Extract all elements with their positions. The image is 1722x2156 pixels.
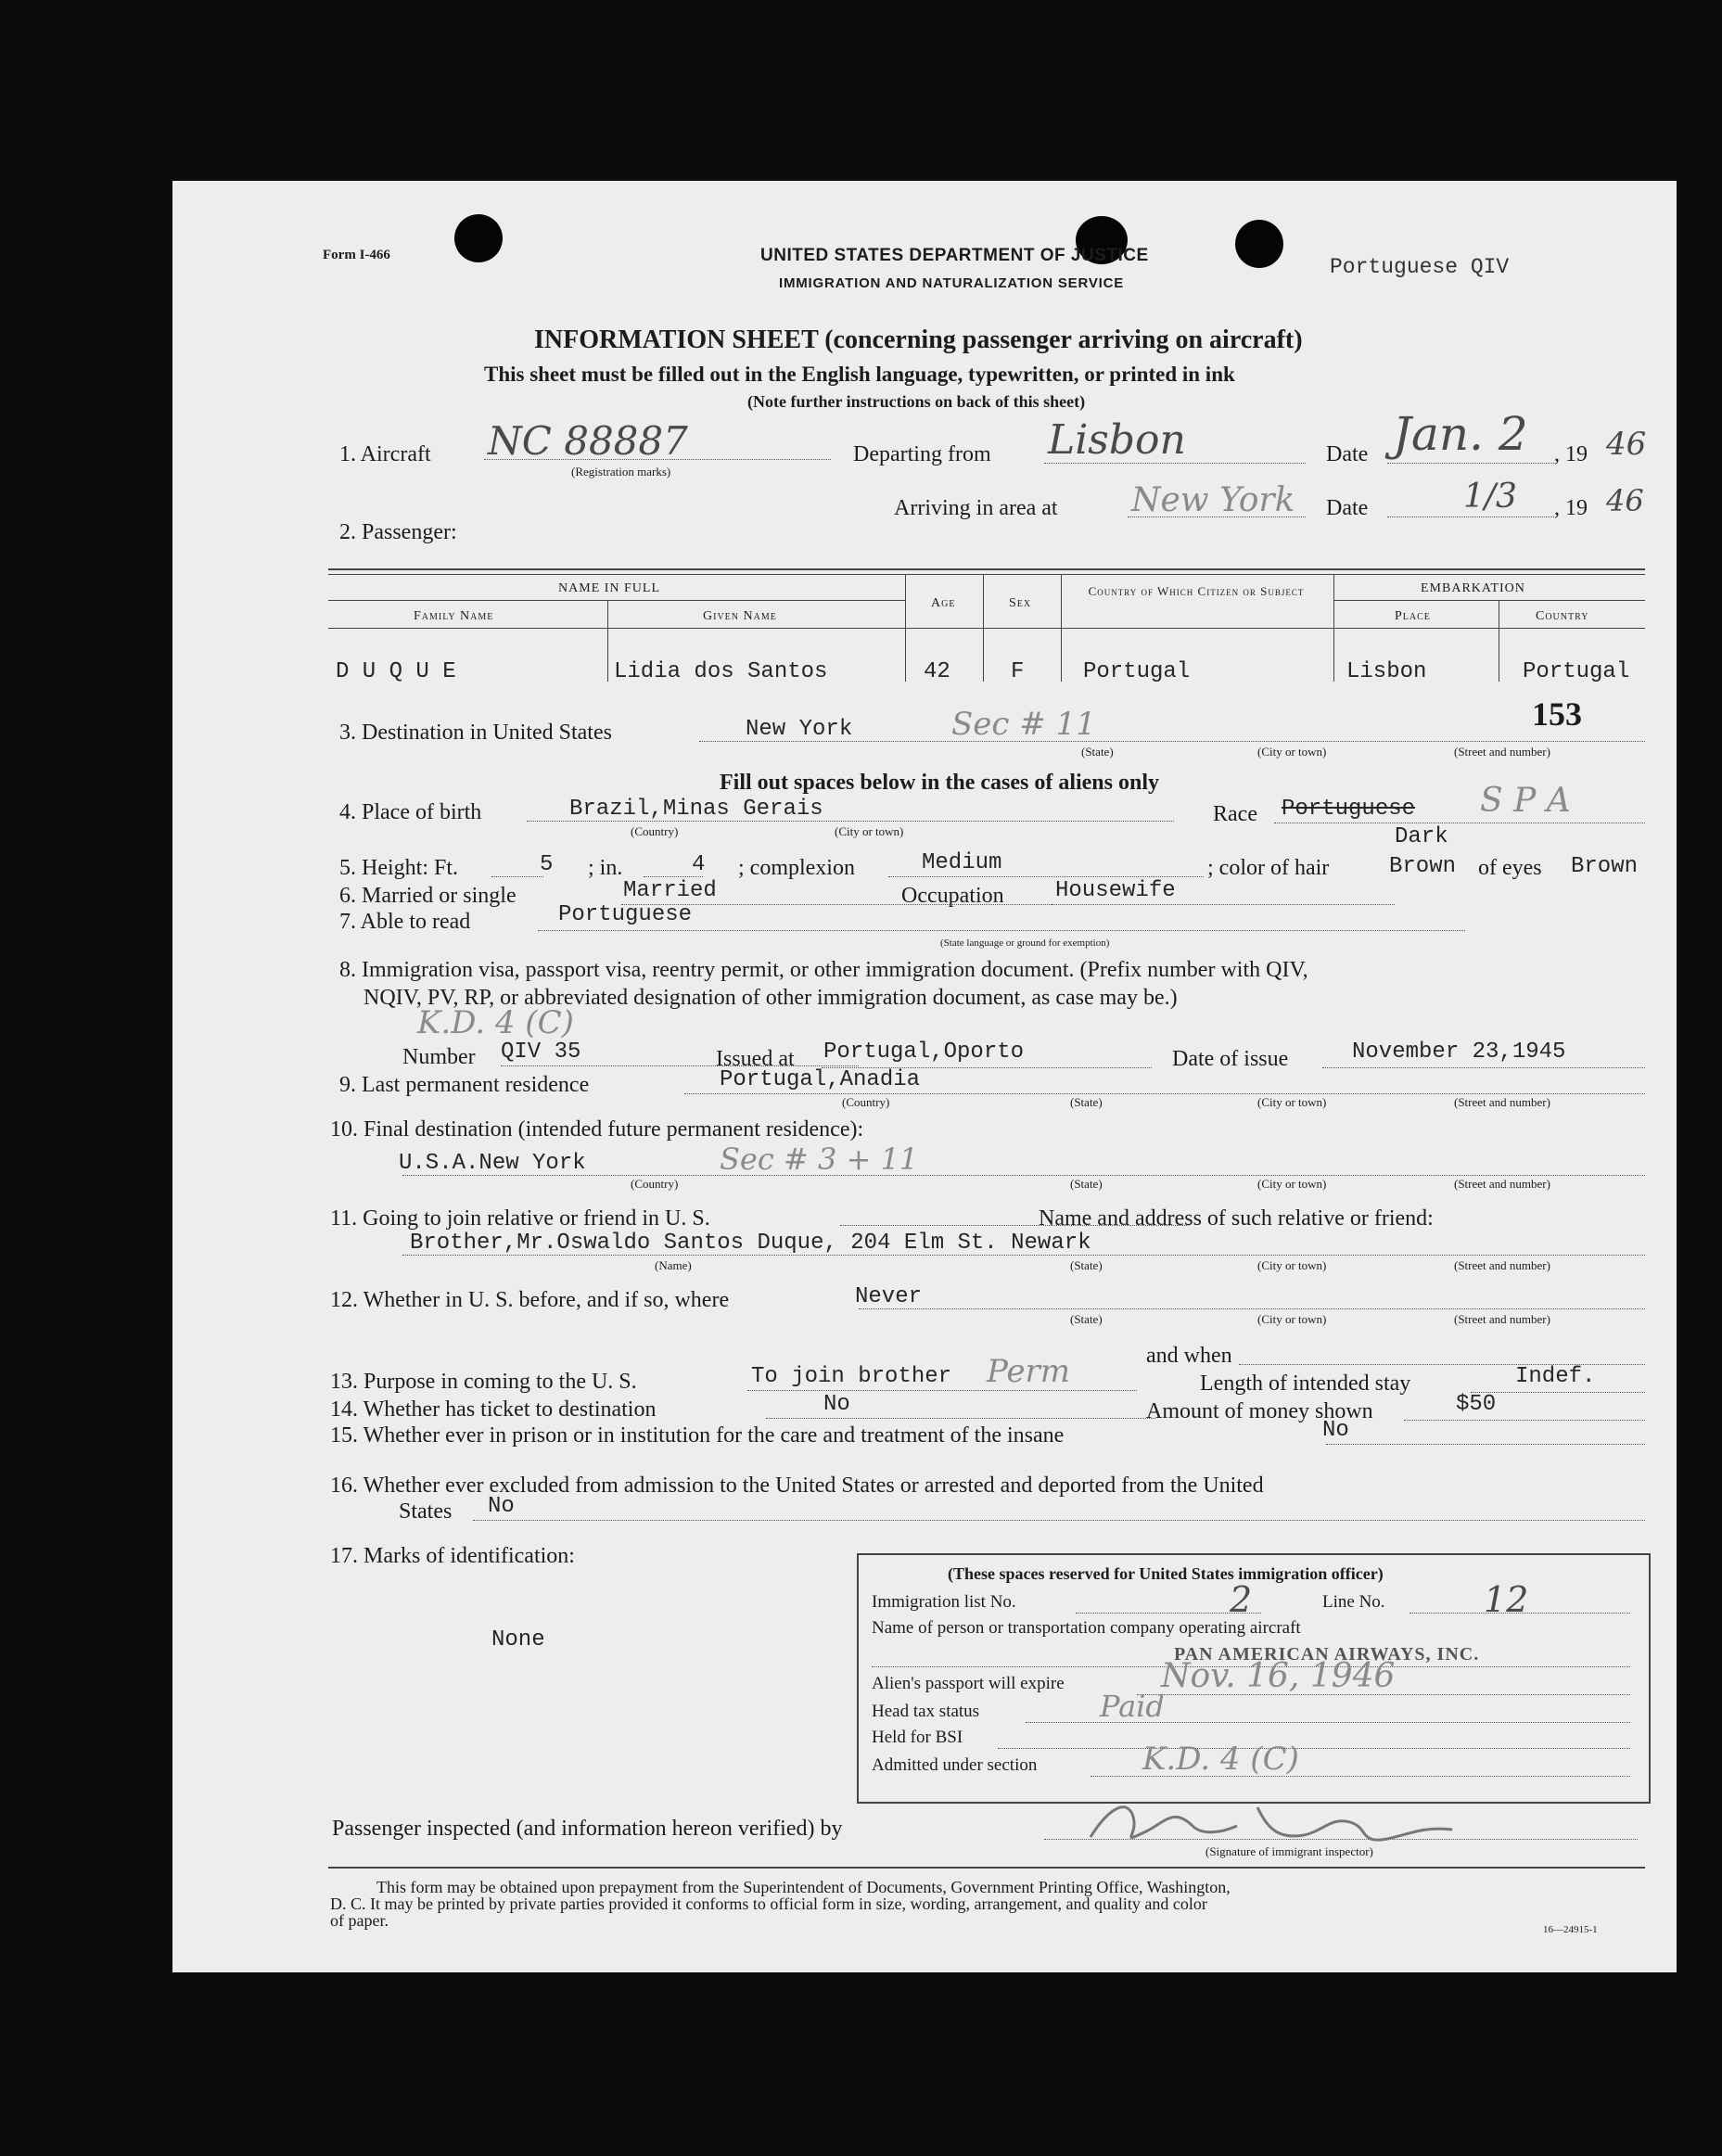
officer-box-heading: (These spaces reserved for United States immigration officer) [948,1564,1384,1583]
state-caption: (State) [1070,1258,1103,1272]
final-destination: U.S.A.New York [399,1151,586,1176]
height-in-label: ; in. [588,856,623,880]
embarkation-header: EMBARKATION [1421,581,1525,595]
state-caption: (State) [1070,1177,1103,1191]
complexion: Medium [922,850,1002,875]
race-hand-note: S P A [1480,782,1571,820]
country-caption: (Country) [631,824,679,838]
street-caption: (Street and number) [1454,1258,1550,1272]
footer-line3: of paper. [330,1911,389,1930]
excluded-label-cont: States [399,1499,453,1524]
excluded-answer: No [488,1494,515,1519]
prison-label: 15. Whether ever in prison or in institution for the care and treatment of the insane [330,1423,1065,1448]
hair-above: Dark [1395,824,1448,849]
able-to-read: Portuguese [558,902,693,927]
issued-at: Portugal,Oporto [823,1040,1025,1065]
excluded-label: 16. Whether ever excluded from admission to the United States or arrested and deported from the United [330,1473,1264,1498]
visa-line2: NQIV, PV, RP, or abbreviated designation of other immigration document, as case may be.) [364,986,1178,1010]
name-caption: (Name) [655,1258,692,1272]
bsi-label: Held for BSI [872,1728,963,1747]
arriving-date: 1/3 [1463,478,1517,516]
embark-place: Lisbon [1346,659,1427,684]
city-caption: (City or town) [1257,1258,1327,1272]
departing-from: Lisbon [1048,416,1186,464]
footer-rule [328,1867,1645,1869]
citizen-country: Portugal [1083,659,1191,684]
age-header: Age [931,596,956,610]
departing-date: Jan. 2 [1393,407,1528,461]
eyes-label: of eyes [1478,856,1542,880]
table-top-rule [328,568,1645,570]
immigration-list-number: 2 [1230,1579,1253,1620]
arrival-year-prefix: , 19 [1554,496,1588,520]
age: 42 [924,659,950,684]
name-in-full-header: NAME IN FULL [558,581,660,595]
section-label: Admitted under section [872,1755,1038,1775]
arriving-label: Arriving in area at [894,496,1058,520]
eye-color: Brown [1571,854,1639,879]
final-destination-label: 10. Final destination (intended future permanent residence): [330,1117,864,1142]
departing-year: 46 [1606,426,1647,463]
given-name: Lidia dos Santos [614,659,828,684]
marital-label: 6. Married or single [339,884,517,908]
operating-company: PAN AMERICAN AIRWAYS, INC. [1174,1644,1480,1665]
street-caption: (Street and number) [1454,1095,1550,1109]
signature-caption: (Signature of immigrant inspector) [1205,1844,1373,1858]
punch-hole [454,214,503,262]
page-subtitle: This sheet must be filled out in the English language, typewritten, or printed in ink [484,363,1235,386]
form-sheet [172,181,1677,1972]
given-name-header: Given Name [703,609,777,623]
state-caption: (State) [1081,745,1114,759]
sex: F [1011,659,1025,684]
length-of-stay: Indef. [1515,1364,1596,1389]
page-title: INFORMATION SHEET (concerning passenger arriving on aircraft) [534,325,1303,354]
complexion-label: ; complexion [738,856,855,880]
arrival-date-label: Date [1326,496,1369,520]
registration-caption: (Registration marks) [571,465,671,478]
state-caption: (State) [1070,1312,1103,1326]
relative-name-label: Name and address of such relative or friend: [1039,1206,1434,1231]
arriving-at: New York [1131,481,1295,519]
citizen-country-header: Country of Which Citizen or Subject [1088,584,1305,598]
head-tax-label: Head tax status [872,1702,980,1721]
year-prefix: , 19 [1554,442,1588,466]
ticket-label: 14. Whether has ticket to destination [330,1397,657,1422]
service-name: IMMIGRATION AND NATURALIZATION SERVICE [779,275,1125,291]
list-label: Immigration list No. [872,1592,1016,1612]
birthplace-label: 4. Place of birth [339,800,482,824]
visa-number: QIV 35 [501,1040,581,1065]
footer-line2: D. C. It may be printed by private parties provided it conforms to official form in size, wording, arrangement, and quality and color [330,1894,1207,1913]
occupation-label: Occupation [901,884,1004,908]
form-number: Form I-466 [323,248,390,262]
embark-country: Portugal [1523,659,1630,684]
family-name: D U Q U E [336,659,456,684]
has-ticket: No [823,1392,850,1417]
city-caption: (City or town) [835,824,904,838]
company-label: Name of person or transportation company operating aircraft [872,1618,1301,1638]
issue-date-label: Date of issue [1172,1047,1289,1071]
final-destination-hand-note: Sec # 3 + 11 [720,1142,919,1177]
departing-label: Departing from [853,442,991,466]
city-caption: (City or town) [1257,1095,1327,1109]
visa-hand-note: K.D. 4 (C) [417,1004,574,1041]
inspected-label: Passenger inspected (and information hereon verified) by [332,1817,843,1841]
last-residence: Portugal,Anadia [720,1067,921,1092]
aliens-heading: Fill out spaces below in the cases of aliens only [720,771,1160,795]
instructions-note: (Note further instructions on back of this sheet) [747,392,1086,411]
height-feet: 5 [540,852,554,877]
head-tax-status: Paid [1100,1689,1165,1724]
punch-hole [1235,220,1283,268]
purpose-hand-note: Perm [987,1353,1070,1390]
street-caption: (Street and number) [1454,745,1550,759]
embark-country-header: Country [1536,609,1589,623]
purpose-label: 13. Purpose in coming to the U. S. [330,1370,637,1394]
admitted-section: K.D. 4 (C) [1142,1741,1299,1778]
street-caption: (Street and number) [1454,1177,1550,1191]
height-inches: 4 [692,852,706,877]
length-of-stay-label: Length of intended stay [1200,1371,1411,1396]
officer-box [857,1553,1651,1804]
department-name: UNITED STATES DEPARTMENT OF JUSTICE [760,246,1149,265]
hair-label: ; color of hair [1207,856,1330,880]
marks-label: 17. Marks of identification: [330,1544,575,1568]
country-caption: (Country) [842,1095,890,1109]
hair-color: Brown [1389,854,1457,879]
marks-of-identification: None [491,1627,545,1652]
issue-date: November 23,1945 [1352,1040,1566,1065]
visa-type-note: Portuguese QIV [1330,255,1510,279]
race-label: Race [1213,802,1257,826]
passenger-label: 2. Passenger: [339,520,457,544]
visa-line1: 8. Immigration visa, passport visa, reentry permit, or other immigration document. (Prefix number with QIV, [339,958,1308,982]
join-relative-label: 11. Going to join relative or friend in U. S. [330,1206,710,1231]
visa-number-label: Number [402,1045,476,1069]
occupation: Housewife [1055,878,1176,903]
when-label: and when [1146,1344,1232,1368]
country-caption: (Country) [631,1177,679,1191]
street-number: 153 [1532,695,1582,733]
height-ft-label: 5. Height: Ft. [339,856,459,880]
marital-status: Married [623,878,717,903]
aircraft-label: 1. Aircraft [339,442,431,466]
footer-line1: This form may be obtained upon prepayment from the Superintendent of Documents, Government Printing Office, Washington, [376,1878,1231,1896]
family-name-header: Family Name [414,609,494,623]
prison-answer: No [1322,1418,1349,1443]
line-label: Line No. [1322,1592,1385,1612]
purpose: To join brother [751,1364,952,1389]
sex-header: Sex [1009,596,1032,610]
street-caption: (Street and number) [1454,1312,1550,1326]
passport-label: Alien's passport will expire [872,1674,1065,1693]
form-code: 16—24915-1 [1543,1924,1598,1935]
city-caption: (City or town) [1257,745,1327,759]
place-header: Place [1395,609,1431,623]
destination-label: 3. Destination in United States [339,721,612,745]
aircraft-registration: NC 88887 [488,418,688,464]
destination-hand-note: Sec # 11 [951,706,1096,743]
state-caption: (State) [1070,1095,1103,1109]
relative-name-address: Brother,Mr.Oswaldo Santos Duque, 204 Elm St. Newark [410,1231,1091,1256]
destination-state: New York [746,717,853,742]
money-shown: $50 [1456,1392,1497,1417]
issued-label: Issued at [716,1047,795,1071]
city-caption: (City or town) [1257,1177,1327,1191]
previous-us-where: Never [855,1284,923,1309]
passport-expiry: Nov. 16, 1946 [1161,1657,1396,1695]
race-struck: Portuguese [1282,797,1416,822]
date-label: Date [1326,442,1369,466]
money-label: Amount of money shown [1146,1399,1373,1423]
previous-us-label: 12. Whether in U. S. before, and if so, where [330,1288,730,1312]
language-caption: (State language or ground for exemption) [940,938,1110,949]
line-number: 12 [1484,1579,1529,1620]
place-of-birth: Brazil,Minas Gerais [569,797,823,822]
read-label: 7. Able to read [339,910,471,934]
residence-label: 9. Last permanent residence [339,1073,590,1097]
arriving-year: 46 [1606,483,1644,518]
city-caption: (City or town) [1257,1312,1327,1326]
